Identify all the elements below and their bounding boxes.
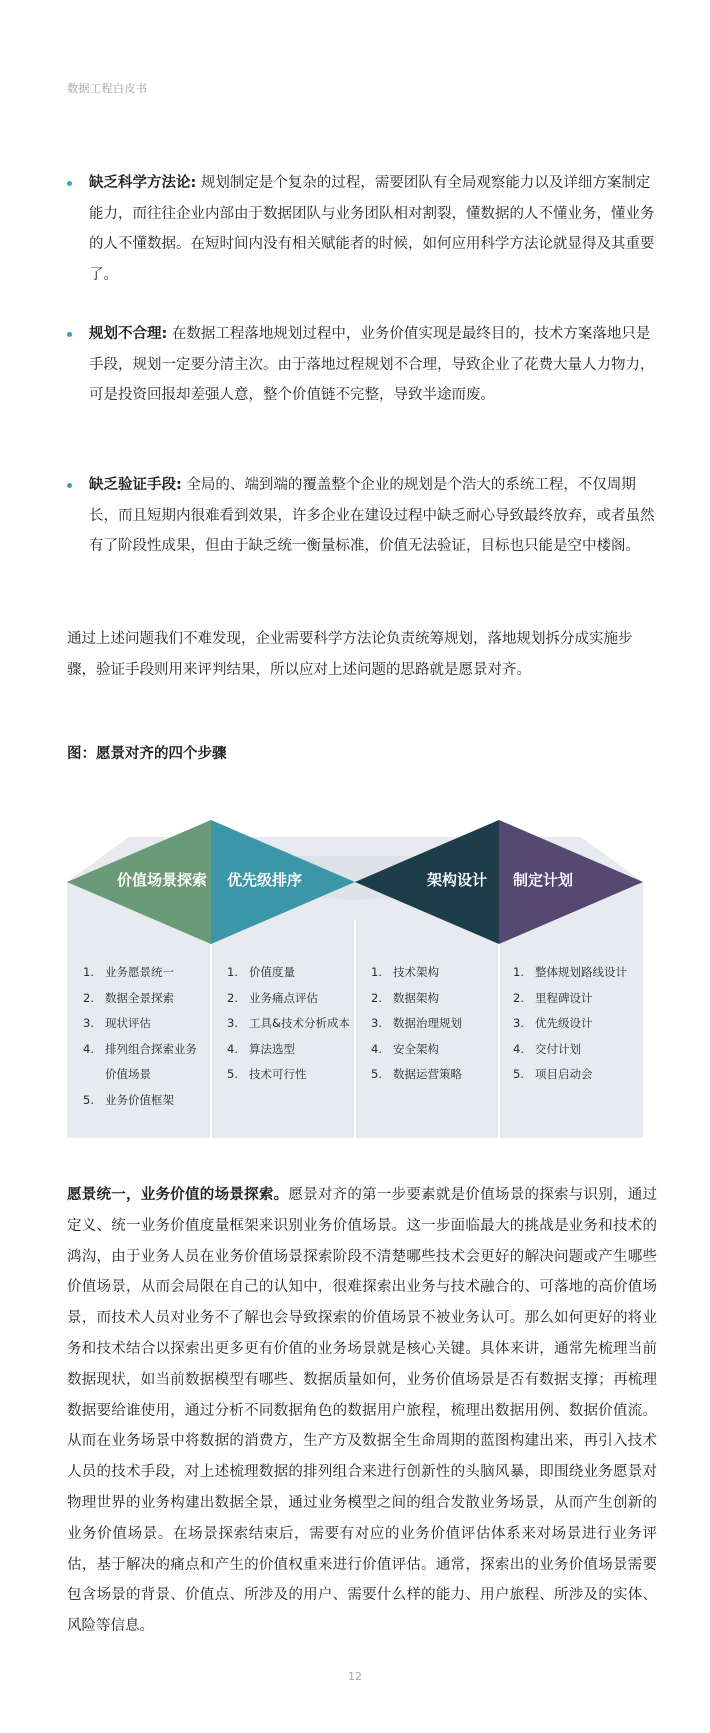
list-item: 1. 价值度量 — [227, 965, 295, 979]
four-steps-diagram — [67, 820, 643, 1138]
step-1-list — [83, 960, 203, 1113]
step-3-title: 架构设计 — [427, 871, 488, 889]
step-1-title: 价值场景探索 — [117, 871, 208, 889]
bullet-dot-icon — [67, 332, 72, 337]
step-2-title: 优先级排序 — [227, 871, 303, 889]
list-item: 5. 项目启动会 — [513, 1067, 593, 1081]
list-item: 4. 算法选型 — [227, 1041, 295, 1056]
figure-caption: 图：愿景对齐的四个步骤 — [67, 746, 227, 762]
list-item: 2. 数据全景探索 — [83, 990, 174, 1005]
bullet-text: 在数据工程落地规划过程中，业务价值实现是最终目的，技术方案落地只是手段，规划一定要分清主次。由于落地过程规划不合理，导致企业了花费大量人力物力，可是投资回报却差强人意，整个价值链不完整，导致半途而废。 — [89, 326, 655, 403]
list-item: 2. 里程碑设计 — [513, 990, 593, 1005]
list-item: 4. 安全架构 — [371, 1041, 439, 1056]
bullet-dot-icon — [67, 181, 72, 186]
page-number: 12 — [348, 1670, 362, 1683]
step-4-list — [513, 960, 641, 1088]
list-item: 1. 整体规划路线设计 — [513, 965, 627, 979]
bullet-term: 缺乏科学方法论: — [89, 175, 197, 191]
list-item: 5. 业务价值框架 — [83, 1092, 174, 1107]
bullet-text: 全局的、端到端的覆盖整个企业的规划是个浩大的系统工程，不仅周期长，而且短期内很难看到效果，许多企业在建设过程中缺乏耐心导致最终放弃，或者虽然有了阶段性成果，但由于缺乏统一衡量标准，价值无法验证，目标也只能是空中楼阁。 — [89, 477, 655, 554]
list-item: 1. 技术架构 — [371, 965, 439, 979]
list-item: 3. 工具&技术分析成本 — [227, 1016, 350, 1030]
list-item: 5. 技术可行性 — [227, 1067, 307, 1081]
summary-paragraph: 通过上述问题我们不难发现，企业需要科学方法论负责统筹规划，落地规划拆分成实施步骤，验证手段则用来评判结果，所以应对上述问题的思路就是愿景对齐。 — [67, 631, 633, 678]
bullet-item — [67, 319, 657, 411]
bullet-dot-icon — [67, 483, 72, 488]
bullet-item — [67, 168, 657, 290]
paragraph-body: 愿景对齐的第一步要素就是价值场景的探索与识别，通过定义、统一业务价值度量框架来识别业务价值场景。这一步面临最大的挑战是业务和技术的鸿沟，由于业务人员在业务价值场景探索阶段不清楚哪些技术会更好的解决问题或产生哪些价值场景，从而会局限在自己的认知中，很难探索出业务与技术融合的、可落地的高价值场景，而技术人员对业务不了解也会导致探索的价值场景不被业务认可。那么如何更好的将业务和技术结合以探索出更多更有价值的业务场景就是核心关键。具体来讲，通常先梳理当前数据现状，如当前数据模型有哪些、数据质量如何，业务价值场景是否有数据支撑；再梳理数据要给谁使用，通过分析不同数据角色的数据用户旅程，梳理出数据用例、数据价值流。从而在业务场景中将数据的消费方，生产方及数据全生命周期的蓝图构建出来，再引入技术人员的技术手段，对上述梳理数据的排列组合来进行创新性的头脑风暴，即围绕业务愿景对物理世界的业务构建出数据全景，通过业务模型之间的组合发散业务场景，从而产生创新的业务价值场景。在场景探索结束后，需要有对应的业务价值评估体系来对场景进行业务评估，基于解决的痛点和产生的价值权重来进行价值评估。通常，探索出的业务价值场景需要包含场景的背景、价值点、所涉及的用户、需要什么样的能力、用户旅程、所涉及的实体、风险等信息。 — [67, 1187, 658, 1635]
step-2-list — [227, 960, 353, 1088]
list-item: 1. 业务愿景统一 — [83, 965, 174, 979]
document-header: 数据工程白皮书 — [67, 82, 148, 95]
list-item: 3. 数据治理规划 — [371, 1016, 462, 1030]
bullet-text: 规划制定是个复杂的过程，需要团队有全局观察能力以及详细方案制定能力，而往往企业内部由于数据团队与业务团队相对割裂，懂数据的人不懂业务，懂业务的人不懂数据。在短时间内没有相关赋能者的时候，如何应用科学方法论就显得及其重要了。 — [89, 175, 655, 283]
bullet-item — [67, 470, 657, 562]
step-3-list — [371, 960, 497, 1088]
list-item: 4. 交付计划 — [513, 1041, 581, 1056]
list-item: 2. 数据架构 — [371, 990, 439, 1005]
list-item: 2. 业务痛点评估 — [227, 990, 318, 1005]
vision-paragraph — [67, 1180, 657, 1642]
bullet-term: 缺乏验证手段: — [89, 477, 182, 493]
paragraph-lead: 愿景统一，业务价值的场景探索。 — [67, 1187, 289, 1203]
list-item: 3. 现状评估 — [83, 1016, 151, 1030]
step-4-title: 制定计划 — [513, 871, 574, 889]
list-item: 4. 排列组合探索业务价值场景 — [83, 1041, 197, 1081]
list-item: 3. 优先级设计 — [513, 1016, 593, 1030]
list-item: 5. 数据运营策略 — [371, 1067, 462, 1081]
bullet-term: 规划不合理: — [89, 326, 168, 342]
